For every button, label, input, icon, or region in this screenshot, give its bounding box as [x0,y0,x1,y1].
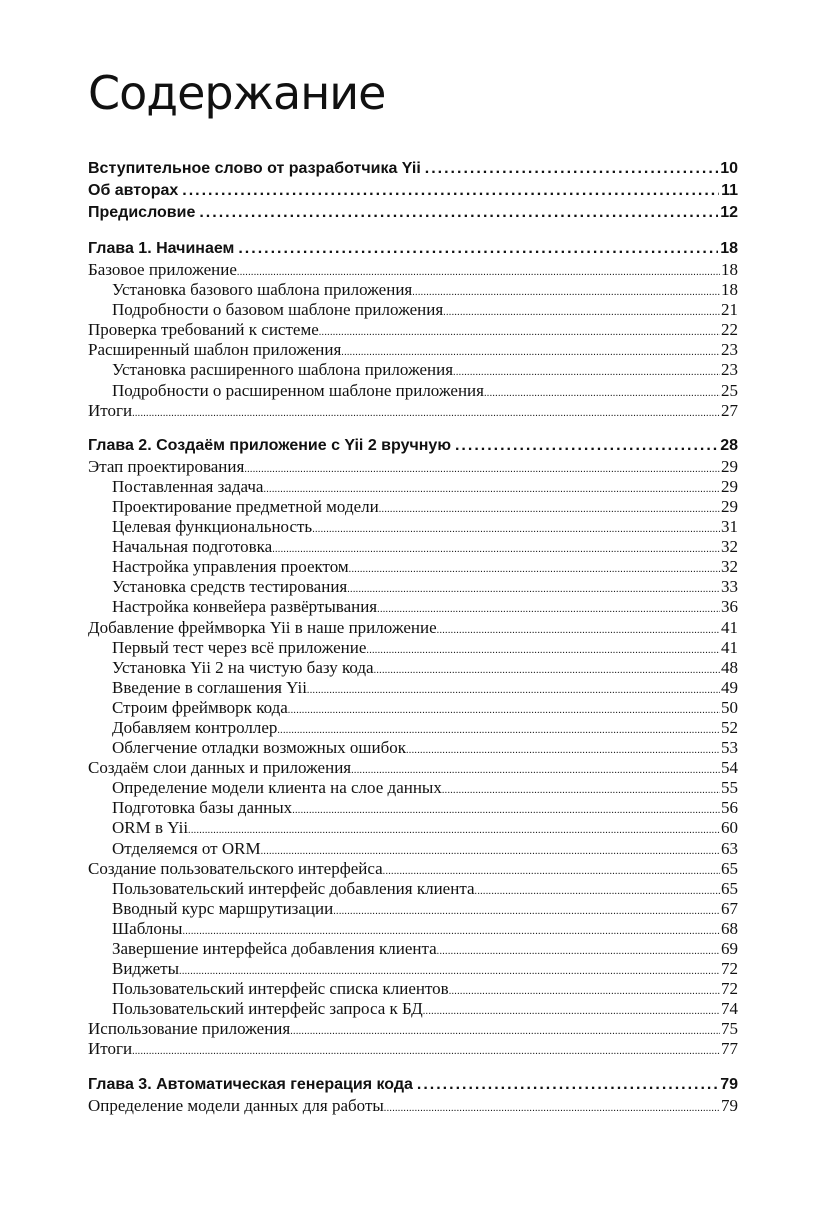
page-number: 63 [721,838,738,858]
entry-title: Этап проектирования [88,456,245,476]
subsection-entry[interactable] [88,818,738,838]
dot-leader [238,238,718,260]
subsection-entry[interactable] [88,638,738,658]
subsection-entry[interactable] [88,839,738,859]
page-number: 29 [721,456,738,476]
entry-title: Введение в соглашения Yii [112,677,307,697]
entry-title: Добавление фреймворка Yii в наше приложение [88,617,437,637]
page-number: 23 [721,340,738,360]
subsection-entry[interactable] [88,300,738,320]
entry-title: Итоги [88,1039,133,1059]
entry-title: Настройка управления проектом [112,557,349,577]
subsection-entry[interactable] [88,979,738,999]
page-number: 10 [720,160,738,177]
entry-title: Установка расширенного шаблона приложения [112,360,454,380]
chapter-heading[interactable] [88,1074,738,1096]
page-number: 25 [721,380,738,400]
table-of-contents [88,158,738,1130]
page-number: 32 [721,537,738,557]
subsection-entry[interactable] [88,577,738,597]
entry-title: Шаблоны [112,918,183,938]
entry-title: Базовое приложение [88,260,237,279]
entry-title: Подробности о базовом шаблоне приложения [112,300,444,320]
dot-leader [132,1042,720,1062]
subsection-entry[interactable] [88,939,738,959]
front-matter-entry[interactable] [88,202,738,224]
page-number: 41 [721,617,738,637]
entry-title: Виджеты [112,959,180,979]
dot-leader [442,781,720,801]
dot-leader [312,520,720,540]
dot-leader [288,701,720,721]
entry-title: Подробности о расширенном шаблоне приложения [112,380,484,400]
entry-title: Вводный курс маршрутизации [112,898,334,918]
page-title: Содержание [88,66,386,120]
dot-leader [437,942,720,962]
entry-title: Строим фреймворк кода [112,697,288,717]
dot-leader [199,202,718,224]
subsection-entry[interactable] [88,798,738,818]
dot-leader [374,661,720,681]
entry-title: Первый тест через всё приложение [112,637,367,657]
subsection-entry[interactable] [88,497,738,517]
page-number: 29 [721,476,738,496]
entry-title: Об авторах [88,182,179,199]
section-entry[interactable] [88,618,738,638]
section-entry[interactable] [88,260,738,280]
dot-leader [453,363,720,383]
page-number: 74 [721,999,738,1019]
page-number: 41 [721,637,738,657]
page-number: 75 [721,1019,738,1039]
page-number: 53 [721,738,738,758]
dot-leader [475,882,720,902]
front-matter-entry[interactable] [88,180,738,202]
dot-leader [455,435,718,457]
page-number: 23 [721,360,738,380]
entry-title: Вступительное слово от разработчика Yii [88,160,421,177]
entry-title: Глава 1. Начинаем [88,240,235,257]
chapter-group [88,1074,738,1116]
dot-leader [423,1002,720,1022]
entry-title: Установка средств тестирования [112,577,348,597]
subsection-entry[interactable] [88,557,738,577]
subsection-entry[interactable] [88,879,738,899]
subsection-entry[interactable] [88,477,738,497]
page-number: 79 [721,1095,738,1115]
chapter-group [88,238,738,421]
entry-title: Настройка конвейера развёртывания [112,597,378,617]
entry-title: Пользовательский интерфейс запроса к БД [112,999,423,1019]
dot-leader [349,560,720,580]
dot-leader [319,323,720,343]
dot-leader [443,303,720,323]
entry-title: Пользовательский интерфейс добавления клиента [112,878,475,898]
page-number: 33 [721,577,738,597]
page-number: 18 [720,240,738,257]
section-entry[interactable] [88,320,738,340]
page-number: 27 [721,400,738,420]
entry-title: Создание пользовательского интерфейса [88,858,383,878]
entry-title: Подготовка базы данных [112,798,293,818]
dot-leader [132,404,720,424]
dot-leader [366,641,720,661]
page-number: 55 [721,778,738,798]
dot-leader [384,1099,720,1119]
subsection-entry[interactable] [88,698,738,718]
entry-title: Расширенный шаблон приложения [88,340,342,360]
page-number: 68 [721,918,738,938]
subsection-entry[interactable] [88,517,738,537]
entry-title: Начальная подготовка [112,537,273,557]
dot-leader [412,283,720,303]
page-number: 54 [721,758,738,778]
page-number: 21 [721,300,738,320]
page-number: 29 [721,496,738,516]
page-number: 65 [721,858,738,878]
subsection-entry[interactable] [88,597,738,617]
subsection-entry[interactable] [88,537,738,557]
section-entry[interactable] [88,457,738,477]
entry-title: Завершение интерфейса добавления клиента [112,939,437,958]
page-number: 28 [720,436,738,454]
entry-title: Глава 3. Автоматическая генерация кода [88,1075,413,1093]
dot-leader [290,1022,720,1042]
subsection-entry[interactable] [88,678,738,698]
page-number: 79 [720,1075,738,1093]
page-number: 18 [721,260,738,279]
subsection-entry[interactable] [88,360,738,380]
section-entry[interactable] [88,758,738,778]
subsection-entry[interactable] [88,280,738,300]
subsection-entry[interactable] [88,738,738,758]
entry-title: Создаём слои данных и приложения [88,758,352,778]
entry-title: Целевая функциональность [112,517,313,537]
entry-title: Проектирование предметной модели [112,496,379,516]
dot-leader [406,741,720,761]
subsection-entry[interactable] [88,381,738,401]
dot-leader [292,801,720,821]
chapter-heading[interactable] [88,238,738,260]
dot-leader [182,180,719,202]
section-entry[interactable] [88,340,738,360]
subsection-entry[interactable] [88,718,738,738]
page-number: 69 [721,939,738,958]
page-number: 36 [721,597,738,617]
front-matter-entry[interactable] [88,158,738,180]
subsection-entry[interactable] [88,658,738,678]
entry-title: Использование приложения [88,1019,291,1039]
entry-title: Пользовательский интерфейс списка клиентов [112,979,449,999]
dot-leader [379,500,720,520]
entry-title: ORM в Yii [112,818,189,838]
page-number: 18 [721,280,738,300]
subsection-entry[interactable] [88,899,738,919]
entry-title: Установка базового шаблона приложения [112,280,413,300]
entry-title: Глава 2. Создаём приложение с Yii 2 вручную [88,436,451,454]
front-matter-group [88,158,738,224]
page-number: 48 [721,657,738,677]
page-number: 60 [721,818,738,838]
dot-leader [347,580,720,600]
subsection-entry[interactable] [88,959,738,979]
dot-leader [307,681,720,701]
page-number: 72 [721,979,738,999]
entry-title: Итоги [88,400,133,420]
dot-leader [244,460,720,480]
dot-leader [425,158,718,180]
dot-leader [188,821,720,841]
page-number: 49 [721,677,738,697]
page-number: 11 [721,182,738,199]
section-entry[interactable] [88,1039,738,1059]
entry-title: Облегчение отладки возможных ошибок [112,738,406,758]
page-number: 22 [721,320,738,340]
entry-title: Установка Yii 2 на чистую базу кода [112,657,374,677]
page-number: 52 [721,717,738,737]
section-entry[interactable] [88,1019,738,1039]
page-number: 56 [721,798,738,818]
subsection-entry[interactable] [88,999,738,1019]
chapter-group [88,435,738,1060]
entry-title: Поставленная задача [112,476,264,496]
entry-title: Определение модели данных для работы [88,1095,384,1115]
dot-leader [333,902,720,922]
entry-title: Отделяемся от ORM [112,838,261,858]
dot-leader [437,621,720,641]
section-entry[interactable] [88,401,738,421]
page-number: 67 [721,898,738,918]
dot-leader [449,982,720,1002]
page-number: 77 [721,1039,738,1059]
dot-leader [484,384,720,404]
subsection-entry[interactable] [88,919,738,939]
page-number: 50 [721,697,738,717]
entry-title: Добавляем контроллер [112,717,278,737]
section-entry[interactable] [88,1096,738,1116]
page-number: 31 [721,517,738,537]
section-entry[interactable] [88,859,738,879]
entry-title: Предисловие [88,204,196,221]
dot-leader [417,1074,718,1096]
chapter-heading[interactable] [88,435,738,457]
page-number: 65 [721,878,738,898]
subsection-entry[interactable] [88,778,738,798]
entry-title: Определение модели клиента на слое данных [112,778,442,798]
page-number: 32 [721,557,738,577]
page-number: 12 [720,204,738,221]
page-number: 72 [721,959,738,979]
entry-title: Проверка требований к системе [88,320,319,340]
